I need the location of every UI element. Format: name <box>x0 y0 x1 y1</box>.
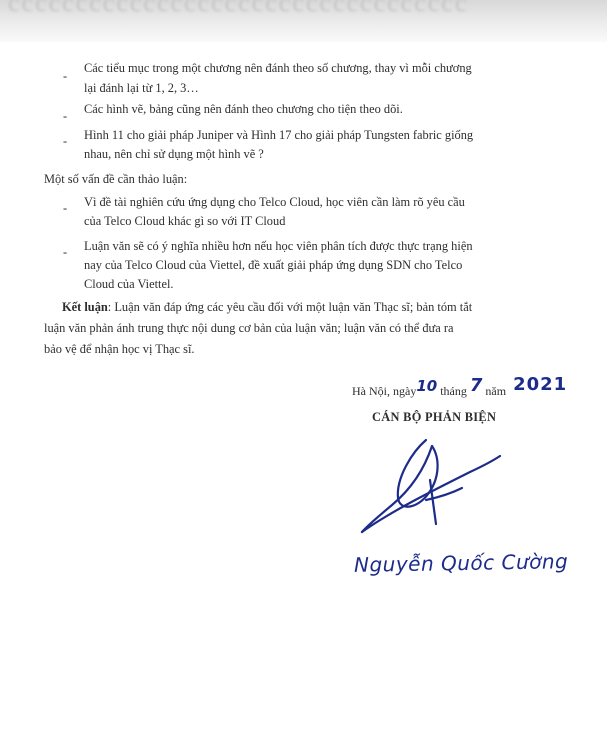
discussion-heading: Một số vấn đề cần thảo luận: <box>44 172 188 186</box>
handwritten-day: 10 <box>416 377 438 395</box>
bullet-text-line: Các tiểu mục trong một chương nên đánh theo số chương, thay vì mỗi chương <box>84 61 472 75</box>
signature-stroke <box>430 480 436 524</box>
date-line <box>352 374 568 399</box>
bullet-text-line: nhau, nên chỉ sử dụng một hình vẽ ? <box>84 147 264 161</box>
bullet-marker: - <box>63 245 68 259</box>
bullet-text-line: Các hình vẽ, bảng cũng nên đánh theo chương cho tiện theo dõi. <box>84 102 403 116</box>
month-label: tháng <box>440 384 467 398</box>
faded-previous-page-text: cccccccccccccccccccccccccccccccccc <box>8 0 469 17</box>
signature-stroke <box>362 456 500 532</box>
bullet-marker: - <box>63 109 68 123</box>
bullet-text-line: Vì đề tài nghiên cứu ứng dụng cho Telco Cloud, học viên cần làm rõ yêu cầu <box>84 195 465 209</box>
bullet-text-line: của Telco Cloud khác gì so với IT Cloud <box>84 214 286 228</box>
handwritten-year: 2021 <box>513 374 568 395</box>
conclusion-line-3: bảo vệ để nhận học vị Thạc sĩ. <box>44 342 195 356</box>
bullet-marker: - <box>63 134 68 148</box>
bullet-marker: - <box>63 201 68 215</box>
year-label: năm <box>485 384 507 398</box>
bullet-text-line: Hình 11 cho giải pháp Juniper và Hình 17 cho giải pháp Tungsten fabric giống <box>84 128 474 142</box>
conclusion-line-1 <box>62 299 472 315</box>
signature-stroke <box>362 446 432 532</box>
conclusion-line-2: luận văn phản ánh trung thực nội dung cơ bản của luận văn; luận văn có thể đưa ra <box>44 321 454 335</box>
conclusion-text: : Luận văn đáp ứng các yêu cầu đối với một luận văn Thạc sĩ; bản tóm tắt <box>107 300 473 314</box>
date-prefix: Hà Nội, ngày <box>352 384 417 398</box>
conclusion-label: Kết luận <box>62 300 108 314</box>
bullet-text-line: nay của Telco Cloud của Viettel, đề xuất giải pháp ứng dụng SDN cho Telco <box>84 258 463 272</box>
signature-stroke <box>398 440 438 507</box>
signer-title: CÁN BỘ PHẢN BIỆN <box>372 410 497 424</box>
signature-stroke <box>426 488 462 500</box>
handwritten-month: 7 <box>469 375 483 396</box>
bullet-text-line: Luận văn sẽ có ý nghĩa nhiều hơn nếu học viên phân tích được thực trạng hiện <box>84 239 473 253</box>
bullet-text-line: lại đánh lại từ 1, 2, 3… <box>84 81 199 95</box>
signer-name-handwritten: Nguyễn Quốc Cường <box>353 549 569 577</box>
bullet-marker: - <box>63 69 68 83</box>
bullet-text-line: Cloud của Viettel. <box>84 277 174 291</box>
